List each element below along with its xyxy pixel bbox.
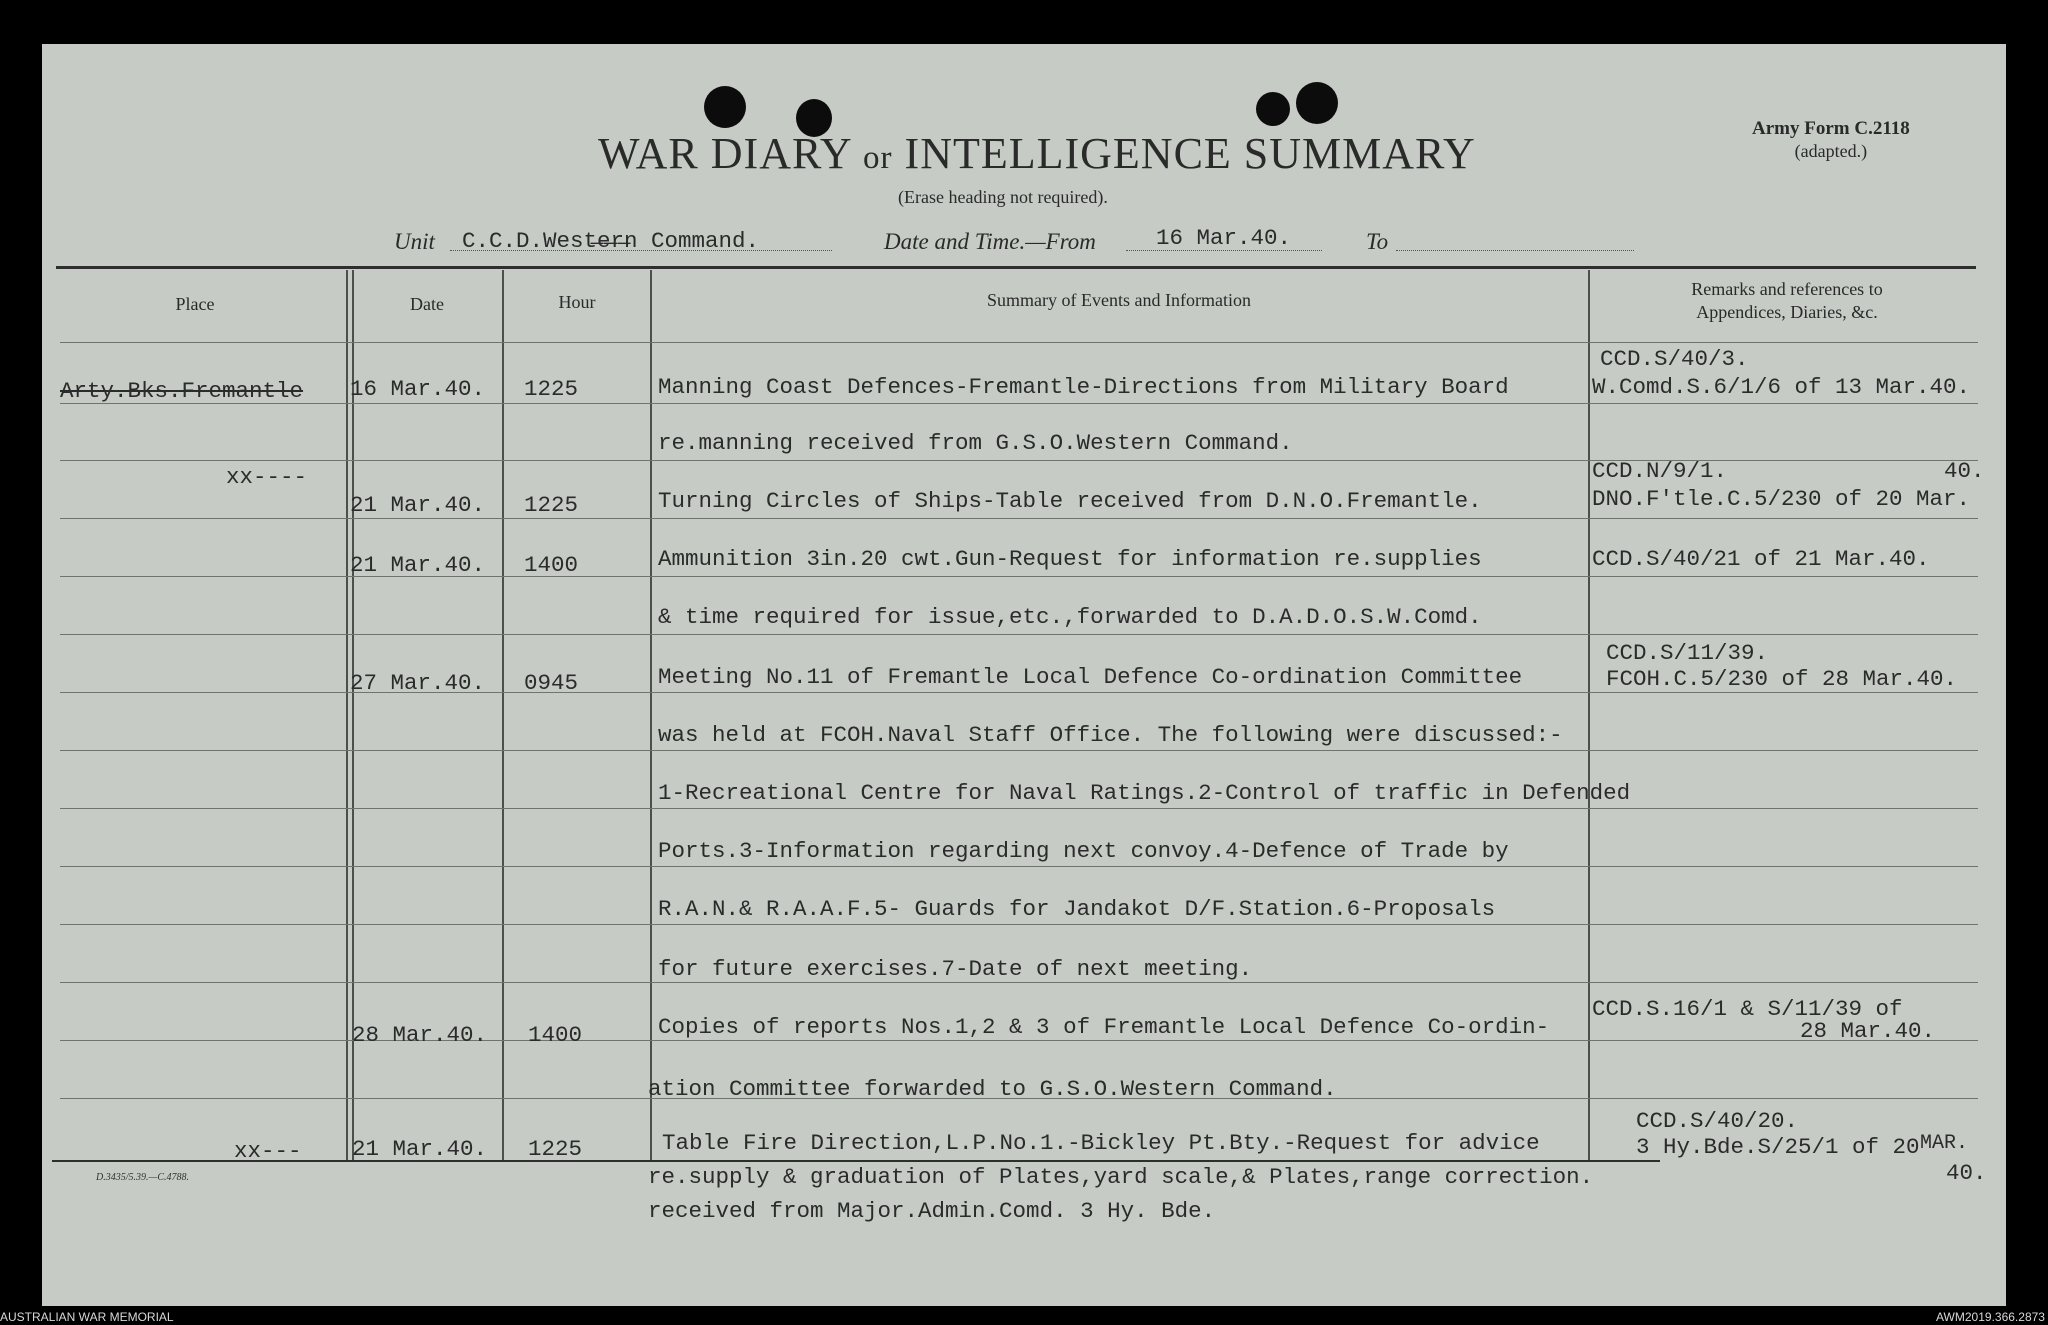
punch-hole bbox=[1296, 82, 1338, 124]
footer-accession-number: AWM2019.366.2873 bbox=[1936, 1310, 2045, 1324]
ruled-line bbox=[60, 403, 1978, 404]
ruled-line bbox=[60, 576, 1978, 577]
col-header-hour: Hour bbox=[558, 292, 596, 312]
remarks-entry: CCD.S/40/3. bbox=[1600, 346, 1749, 372]
ruled-line bbox=[60, 342, 1978, 343]
hour-entry: 1225 bbox=[528, 1136, 583, 1162]
summary-line: & time required for issue,etc.,forwarded to D.A.D.O.S.W.Comd. bbox=[658, 604, 1482, 630]
col-header-remarks: Remarks and references to Appendices, Diaries, &c. bbox=[1691, 279, 1883, 322]
date-entry: 21 Mar.40. bbox=[352, 1136, 488, 1162]
col-header-summary: Summary of Events and Information bbox=[987, 290, 1251, 310]
remarks-entry: 40. bbox=[1946, 1160, 1987, 1186]
summary-line: Ports.3-Information regarding next convoy.4-Defence of Trade by bbox=[658, 838, 1509, 864]
remarks-entry: CCD.N/9/1. bbox=[1592, 458, 1728, 484]
remarks-entry: MAR. bbox=[1920, 1132, 1969, 1155]
punch-hole bbox=[1256, 92, 1290, 126]
summary-line: was held at FCOH.Naval Staff Office. The following were discussed:- bbox=[658, 722, 1563, 748]
summary-line: Ammunition 3in.20 cwt.Gun-Request for information re.supplies bbox=[658, 546, 1482, 572]
remarks-entry: CCD.S/40/21 of 21 Mar.40. bbox=[1592, 546, 1930, 572]
place-entry: Arty.Bks.Fremantle bbox=[60, 378, 304, 404]
heading-note: (Erase heading not required). bbox=[898, 187, 1108, 207]
remarks-entry: CCD.S.16/1 & S/11/39 of bbox=[1592, 996, 1903, 1022]
remarks-entry: W.Comd.S.6/1/6 of 13 Mar.40. bbox=[1592, 374, 1971, 400]
print-reference: D.3435/5.39.—C.4788. bbox=[96, 1172, 190, 1183]
page-title: WAR DIARY or INTELLIGENCE SUMMARY bbox=[598, 129, 1476, 178]
hour-entry: 0945 bbox=[524, 670, 579, 696]
remarks-entry: CCD.S/40/20. bbox=[1636, 1108, 1799, 1134]
summary-line: re.manning received from G.S.O.Western Command. bbox=[658, 430, 1293, 456]
remarks-entry: CCD.S/11/39. bbox=[1606, 640, 1769, 666]
col-header-date: Date bbox=[410, 294, 444, 314]
ruled-line bbox=[60, 924, 1978, 925]
summary-line: Manning Coast Defences-Fremantle-Directions from Military Board bbox=[658, 374, 1509, 400]
summary-line: Turning Circles of Ships-Table received from D.N.O.Fremantle. bbox=[658, 488, 1482, 514]
ruled-line bbox=[60, 982, 1978, 983]
summary-line: received from Major.Admin.Comd. 3 Hy. Bde. bbox=[648, 1198, 1216, 1224]
date-entry: 21 Mar.40. bbox=[350, 552, 486, 578]
summary-line: Meeting No.11 of Fremantle Local Defence Co-ordination Committee bbox=[658, 664, 1523, 690]
date-from: 16 Mar.40. bbox=[1156, 225, 1292, 251]
summary-line: Copies of reports Nos.1,2 & 3 of Fremantle Local Defence Co-ordin- bbox=[658, 1014, 1550, 1040]
ruled-line bbox=[60, 808, 1978, 809]
ruled-line bbox=[60, 634, 1978, 635]
remarks-entry: 40. bbox=[1944, 458, 1985, 484]
date-entry: 28 Mar.40. bbox=[352, 1022, 488, 1048]
punch-hole bbox=[704, 86, 746, 128]
to-label: To bbox=[1366, 229, 1389, 254]
summary-line: Table Fire Direction,L.P.No.1.-Bickley Pt.Bty.-Request for advice bbox=[662, 1130, 1540, 1156]
hour-entry: 1225 bbox=[524, 376, 579, 402]
hour-entry: 1400 bbox=[528, 1022, 583, 1048]
ruled-line bbox=[60, 518, 1978, 519]
remarks-entry: FCOH.C.5/230 of 28 Mar.40. bbox=[1606, 666, 1958, 692]
summary-line: for future exercises.7-Date of next meeting. bbox=[658, 956, 1253, 982]
date-entry: 16 Mar.40. bbox=[350, 376, 486, 402]
to-dotline bbox=[1396, 250, 1634, 251]
ruled-line bbox=[60, 750, 1978, 751]
date-entry: 27 Mar.40. bbox=[350, 670, 486, 696]
footer-institution: AUSTRALIAN WAR MEMORIAL bbox=[0, 1310, 174, 1324]
date-label: Date and Time.—From bbox=[884, 229, 1096, 254]
hour-entry: 1225 bbox=[524, 492, 579, 518]
ruled-line bbox=[60, 692, 1978, 693]
summary-line: re.supply & graduation of Plates,yard scale,& Plates,range correction. bbox=[648, 1164, 1594, 1190]
remarks-entry: 3 Hy.Bde.S/25/1 of 20 bbox=[1636, 1134, 1920, 1160]
form-number: Army Form C.2118 (adapted.) bbox=[1752, 118, 1910, 161]
remarks-entry: 28 Mar.40. bbox=[1800, 1018, 1936, 1044]
ruled-line bbox=[60, 1040, 1978, 1041]
remarks-entry: DNO.F'tle.C.5/230 of 20 Mar. bbox=[1592, 486, 1971, 512]
col-header-place: Place bbox=[175, 294, 215, 314]
unit-label: Unit bbox=[394, 229, 435, 254]
unit-value: C.C.D.West̶e̶r̶n Command. bbox=[462, 228, 760, 254]
summary-line: 1-Recreational Centre for Naval Ratings.2-Control of traffic in Defended bbox=[658, 780, 1631, 806]
ruled-line bbox=[60, 866, 1978, 867]
place-entry: xx---- bbox=[226, 464, 308, 490]
date-entry: 21 Mar.40. bbox=[350, 492, 486, 518]
table-top-rule bbox=[56, 266, 1976, 269]
summary-line: R.A.N.& R.A.A.F.5- Guards for Jandakot D/F.Station.6-Proposals bbox=[658, 896, 1496, 922]
place-entry: xx--- bbox=[234, 1138, 302, 1164]
summary-line: ation Committee forwarded to G.S.O.Western Command. bbox=[648, 1076, 1337, 1102]
hour-entry: 1400 bbox=[524, 552, 579, 578]
